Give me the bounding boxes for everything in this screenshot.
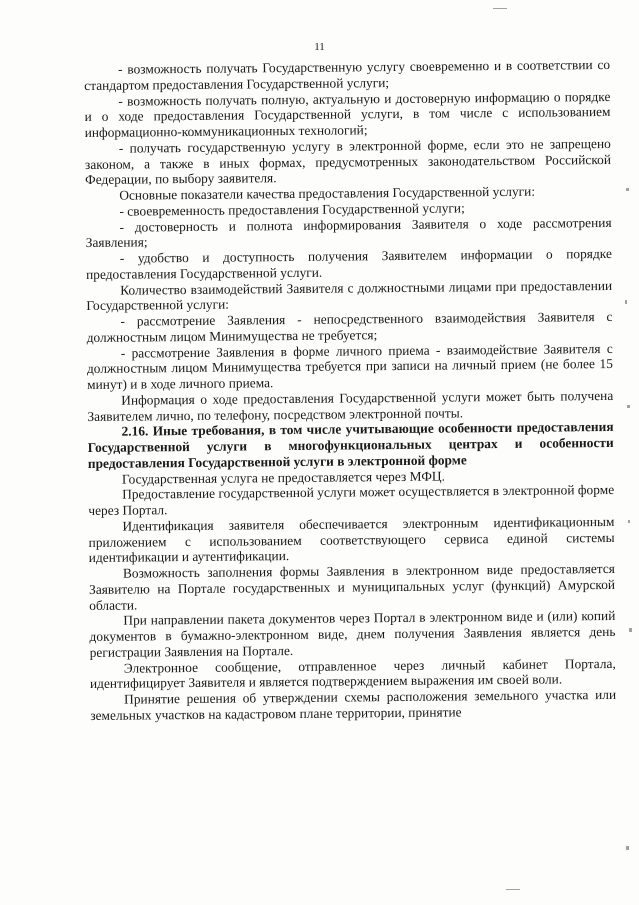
paragraph: - рассмотрение Заявления - непосредственного взаимодействия Заявителя с должностным лицом Минимущества не требуется;	[86, 308, 613, 345]
scan-mark	[626, 188, 629, 191]
scan-mark	[493, 8, 507, 9]
scan-mark	[629, 628, 632, 632]
scan-mark	[626, 846, 629, 850]
section-heading: 2.16. Иные требования, в том числе учитывающие особенности предоставления Государственной услуги в многофункциональных центрах и особенности предоставления Государственной услуги в электронной форме	[87, 419, 614, 471]
paragraph: Основные показатели качества предоставления Государственной услуги:	[119, 183, 536, 203]
paragraph: - достоверность и полнота информирования Заявителя о ходе рассмотрения Заявления;	[85, 214, 612, 251]
page-number: 11	[314, 41, 325, 53]
paragraph: Государственная услуга не предоставляется через МФЦ.	[121, 468, 445, 487]
paragraph: - рассмотрение Заявления в форме личного приема - взаимодействие Заявителя с должностным лицом Минимущества требуется при записи на личный прием (не более 15 минут) и в ходе личного приема.	[86, 340, 613, 392]
paragraph: Предоставление государственной услуги может осуществляется в электронной форме через Портал.	[88, 482, 615, 518]
scan-mark	[628, 520, 630, 523]
scan-mark	[625, 300, 627, 304]
paragraph: Электронное сообщение, отправленное через личный кабинет Портала, идентифицирует Заявителя и является подтверждением выражения им своей воли.	[89, 655, 616, 692]
paragraph: Информация о ходе предоставления Государственной услуги может быть получена Заявителем лично, по телефону, посредством электронной почты.	[87, 387, 614, 424]
paragraph: Принятие решения об утверждении схемы расположения земельного участка или земельных участков на кадастровом плане территории, принятие	[90, 686, 617, 723]
paragraph: При направлении пакета документов через Портал в электронном виде и (или) копий документов в бумажно-электронном виде, днем получения Заявления является день регистрации Заявления на Портале.	[89, 608, 616, 660]
paragraph: - возможность получать Государственную услугу своевременно и в соответствии со стандартом предоставления Государственной услуги;	[84, 56, 611, 93]
paragraph: - возможность получать полную, актуальную и достоверную информацию о порядке и о ходе предоставления Государственной услуги, в том числе с использованием информационно-коммуникационных технологий;	[84, 88, 611, 140]
scan-mark	[627, 405, 630, 408]
paragraph: Количество взаимодействий Заявителя с должностными лицами при предоставлении Государственной услуги:	[86, 277, 613, 314]
paragraph: Возможность заполнения формы Заявления в электронном виде предоставляется Заявителю на Портале государственных и муниципальных услуг (функций) Амурской области.	[88, 560, 616, 613]
scan-mark	[506, 889, 520, 890]
paragraph: Идентификация заявителя обеспечивается электронным идентификационным приложением с использованием соответствующего сервиса единой системы идентификации и аутентификации.	[88, 513, 615, 566]
paragraph: - удобство и доступность получения Заявителем информации о порядке предоставления Государственной услуги.	[85, 245, 612, 282]
paragraph: - своевременность предоставления Государственной услуги;	[119, 200, 465, 219]
paragraph: - получать государственную услугу в электронной форме, если это не запрещено законом, а также в иных формах, предусмотренных законодательством Российской Федерации, по выбору заявителя.	[84, 135, 612, 188]
document-body	[84, 57, 616, 724]
